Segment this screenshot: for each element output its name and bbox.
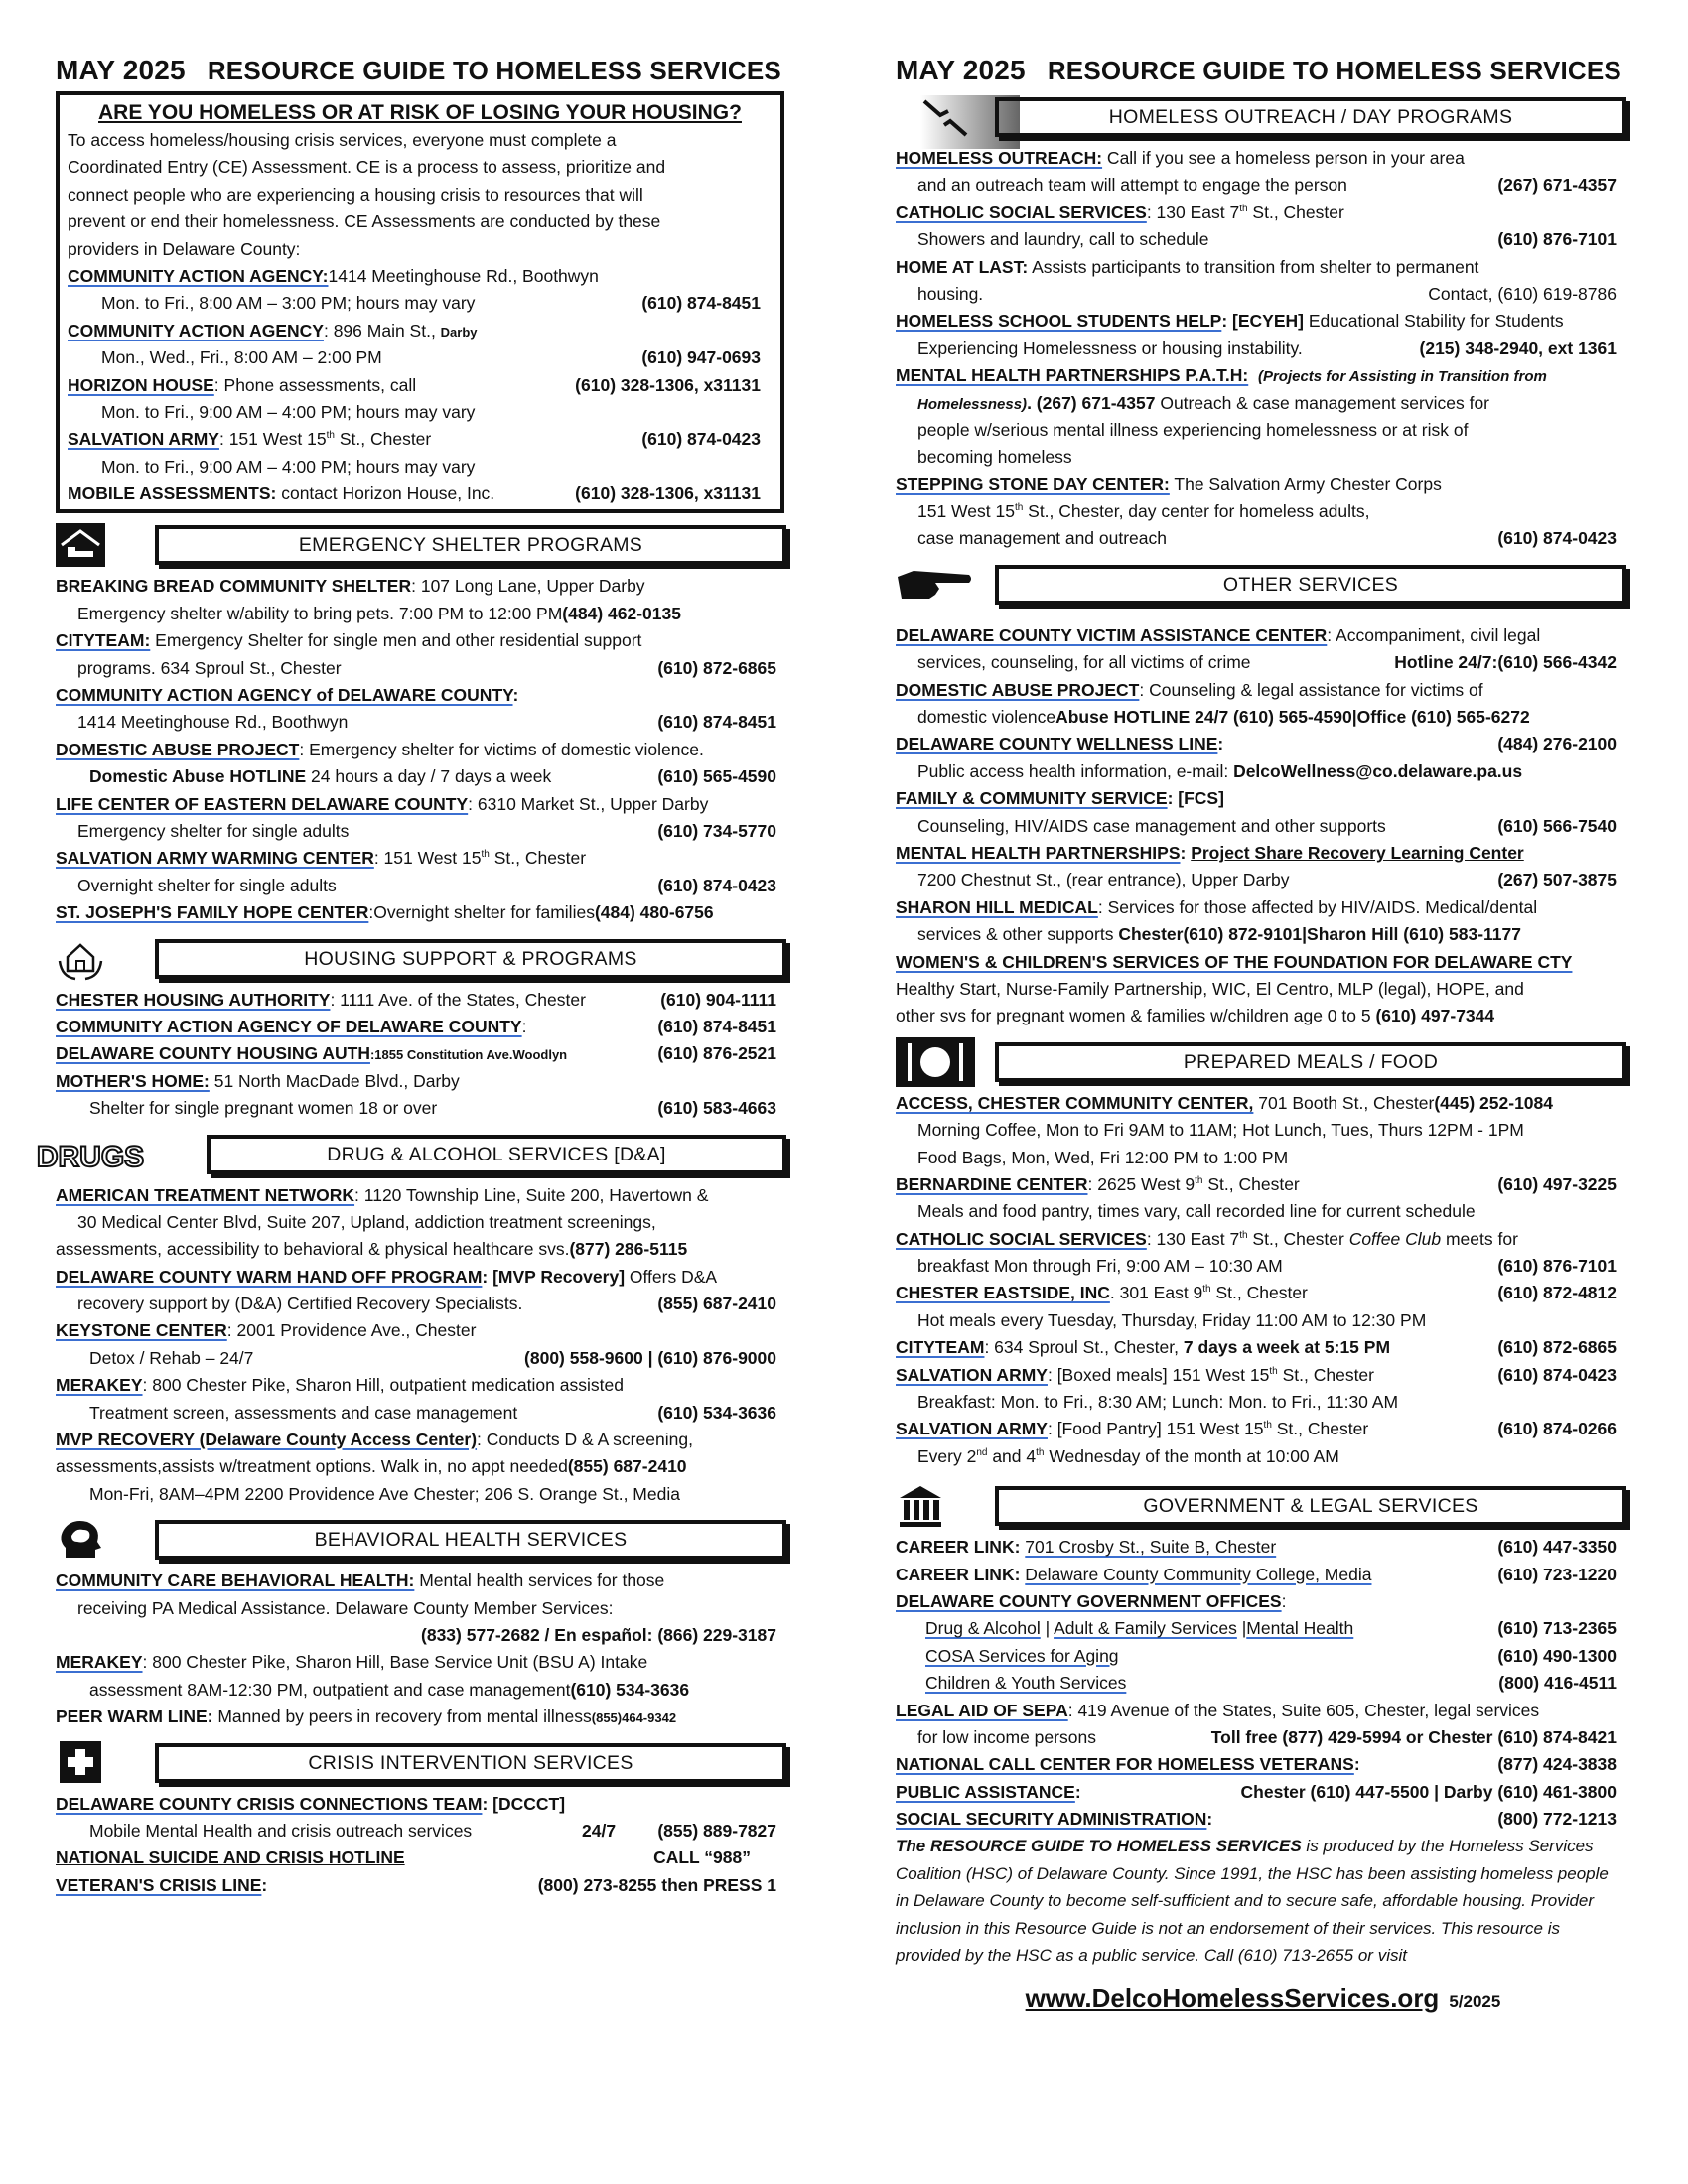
phone: (610) 734-5770 — [657, 820, 776, 841]
listing-cap1-hours: Mon. to Fri., 8:00 AM – 3:00 PM; hours may vary (610) 874-8451 — [68, 290, 773, 317]
listing: Hot meals every Tuesday, Thursday, Friday 11:00 AM to 12:30 PM — [917, 1309, 1427, 1330]
listing: PUBLIC ASSISTANCE: Chester (610) 447-5500 | Darby (610) 461-3800 — [896, 1779, 1630, 1806]
intro-para-line: connect people who are experiencing a housing crisis to resources that will — [68, 184, 643, 205]
listing: services & other supports Chester(610) 872-9101|Sharon Hill (610) 583-1177 — [917, 924, 1521, 945]
listing: 1414 Meetinghouse Rd., Boothwyn (610) 874-8451 — [56, 709, 790, 736]
phone: (610) 874-0423 — [657, 875, 776, 895]
listing: DELAWARE COUNTY WELLNESS LINE: (484) 276-2100 — [896, 731, 1630, 757]
office-link[interactable]: COSA Services for Aging — [925, 1645, 1119, 1666]
listing: CAREER LINK: Delaware County Community College, Media (610) 723-1220 — [896, 1562, 1630, 1588]
listing: SOCIAL SECURITY ADMINISTRATION: (800) 772-1213 — [896, 1806, 1630, 1833]
section-title: DRUG & ALCOHOL SERVICES [D&A] — [207, 1135, 786, 1174]
phone: (610) 874-0266 — [1497, 1419, 1617, 1439]
right-column — [896, 52, 1630, 2014]
listing-salvation-hours: Mon. to Fri., 9:00 AM – 4:00 PM; hours may vary — [101, 456, 476, 477]
listing: NATIONAL SUICIDE AND CRISIS HOTLINE CALL “988” — [56, 1844, 790, 1871]
listing: LIFE CENTER OF EASTERN DELAWARE COUNTY: 6310 Market St., Upper Darby — [56, 793, 709, 814]
courthouse-icon — [896, 1484, 945, 1528]
footer-website — [896, 1983, 1630, 2014]
phone: CALL “988” — [653, 1847, 751, 1868]
phone: (800) 772-1213 — [1497, 1809, 1617, 1830]
listing: Healthy Start, Nurse-Family Partnership, WIC, El Centro, MLP (legal), HOPE, and — [896, 978, 1524, 999]
footer-note — [896, 1833, 1611, 1969]
listing: SALVATION ARMY WARMING CENTER: 151 West 15th St., Chester — [56, 848, 587, 869]
phone: (610) 447-3350 — [1497, 1537, 1617, 1558]
listing: CITYTEAM: 634 Sproul St., Chester, 7 days a week at 5:15 PM (610) 872-6865 — [896, 1334, 1630, 1361]
section-title: EMERGENCY SHELTER PROGRAMS — [155, 525, 786, 565]
section-drug — [36, 1129, 790, 1178]
listing-cap1: COMMUNITY ACTION AGENCY:1414 Meetinghouse Rd., Boothwyn — [68, 265, 599, 286]
listing: SALVATION ARMY: [Food Pantry] 151 West 15th St., Chester (610) 874-0266 — [896, 1416, 1630, 1442]
page-header-left — [56, 52, 790, 89]
website-link[interactable]: www.DelcoHomelessServices.org — [1025, 1982, 1440, 2013]
header-title: RESOURCE GUIDE TO HOMELESS SERVICES — [1047, 56, 1621, 85]
listing: Emergency shelter w/ability to bring pets. 7:00 PM to 12:00 PM(484) 462-0135 — [77, 603, 681, 623]
listing: CHESTER EASTSIDE, INC. 301 East 9th St., Chester (610) 872-4812 — [896, 1280, 1630, 1306]
intro-para-line: To access homeless/housing crisis services, everyone must complete a — [68, 130, 617, 150]
helping-hands-icon — [896, 95, 995, 139]
phone: (800) 558-9600 | (610) 876-9000 — [524, 1347, 776, 1368]
listing: ACCESS, CHESTER COMMUNITY CENTER, 701 Booth St., Chester(445) 252-1084 — [896, 1092, 1553, 1113]
section-behavioral — [56, 1514, 790, 1564]
pointing-hand-icon — [896, 563, 975, 607]
footer-body: is produced by the Homeless Services Coalition (HSC) of Delaware County. Since 1991, the HSC has been assisting homeless people in Delaware County to become self-sufficient and to secure safe, affordable housing. Provider inclusion in this Resource Guide is not an endorsement of their services. This resource is provided by the HSC as a public service. Call (610) 713-2655 or visit — [896, 1837, 1609, 1966]
phone: (610) 874-0423 — [1497, 528, 1617, 549]
phone: (610) 947-0693 — [641, 347, 761, 368]
listing: COMMUNITY CARE BEHAVIORAL HEALTH: Mental health services for those — [56, 1570, 665, 1591]
section-title: PREPARED MEALS / FOOD — [995, 1042, 1626, 1082]
phone: Toll free (877) 429-5994 or Chester (610) 874-8421 — [1210, 1726, 1617, 1747]
phone: (610) 490-1300 — [1497, 1645, 1617, 1666]
listing: SALVATION ARMY: [Boxed meals] 151 West 15th St., Chester (610) 874-0423 — [896, 1362, 1630, 1389]
listing: CATHOLIC SOCIAL SERVICES: 130 East 7th St., Chester — [896, 202, 1344, 222]
intro-para-line: prevent or end their homelessness. CE Assessments are conducted by these — [68, 211, 661, 232]
phone: (610) 534-3636 — [570, 1679, 690, 1700]
section-gov — [896, 1480, 1630, 1530]
phone: . (267) 671-4357 — [1027, 392, 1156, 413]
listing: HOME AT LAST: Assists participants to transition from shelter to permanent — [896, 256, 1479, 277]
listing: Meals and food pantry, times vary, call recorded line for current schedule — [917, 1201, 1476, 1222]
footer-lead: The RESOURCE GUIDE TO HOMELESS SERVICES — [896, 1837, 1302, 1856]
phone: (610) 874-8451 — [641, 293, 761, 314]
listing: services, counseling, for all victims of crime Hotline 24/7:(610) 566-4342 — [896, 649, 1630, 676]
listing: MERAKEY: 800 Chester Pike, Sharon Hill, Base Service Unit (BSU A) Intake — [56, 1652, 648, 1673]
phone: (833) 577-2682 / En español: (866) 229-3187 — [421, 1624, 776, 1645]
org-name: HORIZON HOUSE — [68, 374, 214, 395]
listing: DOMESTIC ABUSE PROJECT: Emergency shelter for victims of domestic violence. — [56, 739, 704, 759]
listing: MENTAL HEALTH PARTNERSHIPS: Project Share Recovery Learning Center — [896, 842, 1524, 863]
listing: Morning Coffee, Mon to Fri 9AM to 11AM; Hot Lunch, Tues, Thurs 12PM - 1PM — [917, 1120, 1524, 1141]
section-title: CRISIS INTERVENTION SERVICES — [155, 1743, 786, 1783]
intro-para-line: Coordinated Entry (CE) Assessment. CE is a process to assess, prioritize and — [68, 157, 666, 178]
intro-para-line: providers in Delaware County: — [68, 238, 301, 259]
listing — [56, 1622, 790, 1649]
listing: 151 West 15th St., Chester, day center for homeless adults, — [917, 501, 1370, 522]
phone: (610) 874-0423 — [1497, 1364, 1617, 1385]
phone: (610) 566-7540 — [1497, 815, 1617, 836]
listing: MENTAL HEALTH PARTNERSHIPS P.A.T.H: (Projects for Assisting in Transition from — [896, 365, 1547, 386]
section-title: BEHAVIORAL HEALTH SERVICES — [155, 1520, 786, 1560]
phone: Hotline 24/7:(610) 566-4342 — [1394, 652, 1617, 673]
phone: (267) 671-4357 — [1497, 175, 1617, 196]
listing: PEER WARM LINE: Manned by peers in recovery from mental illness(855)464-9342 — [56, 1706, 677, 1727]
header-month: MAY 2025 — [896, 55, 1026, 85]
listing: recovery support by (D&A) Certified Recovery Specialists. (855) 687-2410 — [56, 1291, 790, 1317]
phone: (267) 507-3875 — [1497, 870, 1617, 890]
section-title: GOVERNMENT & LEGAL SERVICES — [995, 1486, 1626, 1526]
phone: (855)464-9342 — [591, 1710, 677, 1726]
listing: Overnight shelter for single adults (610) 874-0423 — [56, 873, 790, 899]
org-name: COMMUNITY ACTION AGENCY — [68, 320, 324, 341]
listing-cap2-hours: Mon., Wed., Fri., 8:00 AM – 2:00 PM (610) 947-0693 — [68, 344, 773, 371]
listing: WOMEN'S & CHILDREN'S SERVICES OF THE FOUNDATION FOR DELAWARE CTY — [896, 951, 1573, 972]
listing: HOMELESS OUTREACH: Call if you see a homeless person in your area — [896, 148, 1465, 168]
listing: DELAWARE COUNTY WARM HAND OFF PROGRAM: [MVP Recovery] Offers D&A — [56, 1266, 718, 1287]
svg-text:DRUGS: DRUGS — [36, 1140, 145, 1173]
listing: Domestic Abuse HOTLINE 24 hours a day / 7 days a week (610) 565-4590 — [56, 763, 790, 790]
listing: Drug & Alcohol | Adult & Family Services |Mental Health (610) 713-2365 — [896, 1615, 1630, 1642]
listing: CHESTER HOUSING AUTHORITY: 1111 Ave. of the States, Chester (610) 904-1111 — [56, 987, 790, 1014]
phone: (484) 276-2100 — [1497, 734, 1617, 754]
listing: domestic violenceAbuse HOTLINE 24/7 (610) 565-4590|Office (610) 565-6272 — [917, 707, 1530, 728]
phone: (610) 534-3636 — [657, 1402, 776, 1423]
phone: (610) 565-4590 — [657, 766, 776, 787]
listing: Showers and laundry, call to schedule (610) 876-7101 — [896, 226, 1630, 253]
phone: Chester(610) 872-9101|Sharon Hill (610) 583-1177 — [1118, 924, 1521, 945]
listing: DELAWARE COUNTY CRISIS CONNECTIONS TEAM: [DCCCT] — [56, 1793, 566, 1814]
listing: for low income persons Toll free (877) 429-5994 or Chester (610) 874-8421 — [896, 1724, 1630, 1751]
phone: (610) 713-2365 — [1497, 1618, 1617, 1639]
listing: Mobile Mental Health and crisis outreach services 24/7 (855) 889-7827 — [56, 1818, 790, 1844]
listing: BREAKING BREAD COMMUNITY SHELTER: 107 Long Lane, Upper Darby — [56, 576, 645, 597]
listing: assessments,assists w/treatment options. Walk in, no appt needed(855) 687-2410 — [56, 1456, 687, 1477]
listing: MVP RECOVERY (Delaware County Access Center): Conducts D & A screening, — [56, 1430, 693, 1450]
phone: Contact, (610) 619-8786 — [1428, 283, 1617, 304]
header-title: RESOURCE GUIDE TO HOMELESS SERVICES — [207, 56, 781, 85]
listing: SHARON HILL MEDICAL: Services for those affected by HIV/AIDS. Medical/dental — [896, 896, 1538, 917]
listing: BERNARDINE CENTER: 2625 West 9th St., Chester (610) 497-3225 — [896, 1171, 1630, 1198]
listing: STEPPING STONE DAY CENTER: The Salvation Army Chester Corps — [896, 474, 1442, 494]
address-link[interactable]: 701 Crosby St., Suite B, Chester — [1025, 1537, 1277, 1558]
listing: assessment 8AM-12:30 PM, outpatient and case management(610) 534-3636 — [89, 1679, 690, 1700]
office-link[interactable]: Children & Youth Services — [925, 1673, 1127, 1694]
listing: Public access health information, e-mail: DelcoWellness@co.delaware.pa.us — [917, 760, 1523, 781]
phone: Abuse HOTLINE 24/7 (610) 565-4590|Office (610) 565-6272 — [1055, 707, 1530, 728]
listing-horizon: HORIZON HOUSE: Phone assessments, call (610) 328-1306, x31131 — [68, 372, 773, 399]
listing: becoming homeless — [917, 447, 1072, 468]
listing: DELAWARE COUNTY GOVERNMENT OFFICES: — [896, 1590, 1287, 1611]
section-outreach — [896, 91, 1630, 141]
listing: MOTHER'S HOME: 51 North MacDade Blvd., Darby — [56, 1070, 460, 1091]
section-other — [896, 559, 1630, 609]
listing: assessments, accessibility to behavioral & physical healthcare svs.(877) 286-5115 — [56, 1239, 688, 1260]
office-link[interactable]: Adult & Family Services — [1054, 1618, 1237, 1639]
listing: AMERICAN TREATMENT NETWORK: 1120 Township Line, Suite 200, Havertown & — [56, 1184, 709, 1205]
org-name: SALVATION ARMY — [68, 429, 219, 450]
listing: programs. 634 Sproul St., Chester (610) 872-6865 — [56, 655, 790, 682]
listing-horizon-hours: Mon. to Fri., 9:00 AM – 4:00 PM; hours may vary — [101, 401, 476, 422]
plate-utensils-icon — [896, 1036, 975, 1088]
intro-box — [56, 91, 784, 513]
phone: (484) 480-6756 — [594, 902, 714, 923]
phone: (855) 889-7827 — [657, 1820, 776, 1841]
phone: (610) 723-1220 — [1497, 1564, 1617, 1584]
listing: Shelter for single pregnant women 18 or over (610) 583-4663 — [56, 1095, 790, 1122]
listing: Food Bags, Mon, Wed, Fri 12:00 PM to 1:00 PM — [917, 1147, 1289, 1167]
listing: 30 Medical Center Blvd, Suite 207, Upland, addiction treatment screenings, — [77, 1211, 656, 1232]
phone: Chester (610) 447-5500 | Darby (610) 461-3800 — [1240, 1781, 1617, 1802]
listing: Every 2nd and 4th Wednesday of the month at 10:00 AM — [917, 1445, 1339, 1466]
phone: (610) 583-4663 — [657, 1098, 776, 1119]
section-crisis — [56, 1737, 790, 1787]
house-hands-icon — [56, 937, 105, 981]
listing: case management and outreach (610) 874-0423 — [896, 525, 1630, 552]
footer-date: 5/2025 — [1449, 1991, 1501, 2011]
phone: (800) 273-8255 then PRESS 1 — [537, 1874, 776, 1895]
phone: (610) 328-1306, x31131 — [575, 374, 761, 395]
phone: (610) 872-4812 — [1497, 1283, 1617, 1303]
page-header-right — [896, 52, 1630, 89]
phone: (855) 687-2410 — [567, 1456, 687, 1477]
office-link[interactable]: Mental Health — [1246, 1618, 1354, 1639]
section-meals — [896, 1036, 1630, 1086]
listing: DELAWARE COUNTY HOUSING AUTH:1855 Constitution Ave.Woodlyn (610) 876-2521 — [56, 1040, 790, 1067]
listing: and an outreach team will attempt to engage the person (267) 671-4357 — [896, 172, 1630, 199]
listing: CAREER LINK: 701 Crosby St., Suite B, Chester (610) 447-3350 — [896, 1534, 1630, 1561]
phone: (610) 872-6865 — [1497, 1337, 1617, 1358]
intro-title: ARE YOU HOMELESS OR AT RISK OF LOSING YOUR HOUSING? — [98, 101, 742, 124]
section-housing — [56, 933, 790, 983]
phone: (610) 876-7101 — [1497, 229, 1617, 250]
org-name: COMMUNITY ACTION AGENCY: — [68, 265, 329, 286]
listing: VETERAN'S CRISIS LINE: (800) 273-8255 then PRESS 1 — [56, 1872, 790, 1899]
section-title: OTHER SERVICES — [995, 565, 1626, 605]
listing: Experiencing Homelessness or housing instability. (215) 348-2940, ext 1361 — [896, 336, 1630, 362]
listing: people w/serious mental illness experiencing homelessness or at risk of — [917, 419, 1469, 440]
phone: (610) 872-6865 — [657, 657, 776, 678]
phone: (610) 904-1111 — [660, 989, 776, 1010]
listing — [896, 1643, 1630, 1670]
phone: (610) 876-7101 — [1497, 1256, 1617, 1277]
medical-cross-icon — [56, 1741, 105, 1785]
listing: receiving PA Medical Assistance. Delaware County Member Services: — [77, 1597, 614, 1618]
listing-cap2: COMMUNITY ACTION AGENCY: 896 Main St., Darby — [68, 320, 478, 341]
listing: KEYSTONE CENTER: 2001 Providence Ave., Chester — [56, 1320, 477, 1341]
shelter-bed-icon — [56, 523, 105, 567]
listing-mobile: MOBILE ASSESSMENTS: contact Horizon House, Inc. (610) 328-1306, x31131 — [68, 480, 773, 507]
drugs-icon — [36, 1133, 145, 1176]
listing: CATHOLIC SOCIAL SERVICES: 130 East 7th St., Chester Coffee Club meets for — [896, 1228, 1518, 1249]
listing: MERAKEY: 800 Chester Pike, Sharon Hill, outpatient medication assisted — [56, 1375, 624, 1396]
phone: (800) 416-4511 — [1498, 1673, 1617, 1694]
listing: COMMUNITY ACTION AGENCY of DELAWARE COUNTY: — [56, 685, 519, 706]
listing: NATIONAL CALL CENTER FOR HOMELESS VETERANS: (877) 424-3838 — [896, 1751, 1630, 1778]
listing: LEGAL AID OF SEPA: 419 Avenue of the States, Suite 605, Chester, legal services — [896, 1700, 1540, 1720]
phone: (610) 874-8451 — [657, 712, 776, 733]
listing: Treatment screen, assessments and case management (610) 534-3636 — [56, 1400, 790, 1427]
listing: ST. JOSEPH'S FAMILY HOPE CENTER:Overnight shelter for families(484) 480-6756 — [56, 902, 714, 923]
listing: housing. Contact, (610) 619-8786 — [896, 281, 1630, 308]
listing: Counseling, HIV/AIDS case management and other supports (610) 566-7540 — [896, 813, 1630, 840]
listing: Breakfast: Mon. to Fri., 8:30 AM; Lunch: Mon. to Fri., 11:30 AM — [917, 1392, 1399, 1413]
email-link[interactable]: DelcoWellness@co.delaware.pa.us — [1233, 760, 1523, 781]
header-month: MAY 2025 — [56, 55, 186, 85]
listing: CITYTEAM: Emergency Shelter for single men and other residential support — [56, 630, 642, 651]
phone: (445) 252-1084 — [1434, 1092, 1553, 1113]
section-title: HOUSING SUPPORT & PROGRAMS — [155, 939, 786, 979]
listing: other svs for pregnant women & families w/children age 0 to 5 (610) 497-7344 — [896, 1006, 1495, 1026]
phone: (855) 687-2410 — [657, 1294, 776, 1314]
phone: (484) 462-0135 — [562, 603, 681, 623]
phone: (610) 874-8451 — [657, 1016, 776, 1036]
listing: COMMUNITY ACTION AGENCY OF DELAWARE COUNTY: (610) 874-8451 — [56, 1014, 790, 1040]
listing — [896, 1670, 1630, 1697]
phone: (610) 876-2521 — [657, 1043, 776, 1064]
listing: Detox / Rehab – 24/7 (800) 558-9600 | (610) 876-9000 — [56, 1345, 790, 1372]
address-link[interactable]: Delaware County Community College, Media — [1025, 1564, 1372, 1584]
head-brain-icon — [56, 1518, 105, 1562]
listing: Emergency shelter for single adults (610) 734-5770 — [56, 818, 790, 845]
section-emergency — [56, 519, 790, 569]
phone: (610) 874-0423 — [641, 429, 761, 450]
phone: (610) 328-1306, x31131 — [575, 483, 761, 504]
phone: (610) 497-7344 — [1375, 1006, 1495, 1026]
listing: FAMILY & COMMUNITY SERVICE: [FCS] — [896, 788, 1224, 809]
listing: DOMESTIC ABUSE PROJECT: Counseling & legal assistance for victims of — [896, 679, 1483, 700]
office-link[interactable]: Drug & Alcohol — [925, 1618, 1041, 1639]
listing-salvation: SALVATION ARMY: 151 West 15th St., Chester (610) 874-0423 — [68, 426, 773, 453]
listing: DELAWARE COUNTY VICTIM ASSISTANCE CENTER: Accompaniment, civil legal — [896, 624, 1541, 645]
left-column — [36, 52, 790, 1899]
listing: breakfast Mon through Fri, 9:00 AM – 10:30 AM (610) 876-7101 — [896, 1253, 1630, 1280]
org-name: MOBILE ASSESSMENTS: — [68, 483, 277, 504]
listing: HOMELESS SCHOOL STUDENTS HELP: [ECYEH] Educational Stability for Students — [896, 311, 1564, 332]
listing: Mon-Fri, 8AM–4PM 2200 Providence Ave Chester; 206 S. Orange St., Media — [89, 1483, 680, 1504]
phone: (877) 286-5115 — [569, 1239, 688, 1260]
listing: 7200 Chestnut St., (rear entrance), Upper Darby (267) 507-3875 — [896, 867, 1630, 893]
phone: (877) 424-3838 — [1497, 1754, 1617, 1775]
phone: (610) 497-3225 — [1497, 1173, 1617, 1194]
section-title: HOMELESS OUTREACH / DAY PROGRAMS — [995, 97, 1626, 137]
phone: (215) 348-2940, ext 1361 — [1419, 338, 1617, 358]
listing: Homelessness). (267) 671-4357 Outreach & case management services for — [917, 392, 1490, 413]
